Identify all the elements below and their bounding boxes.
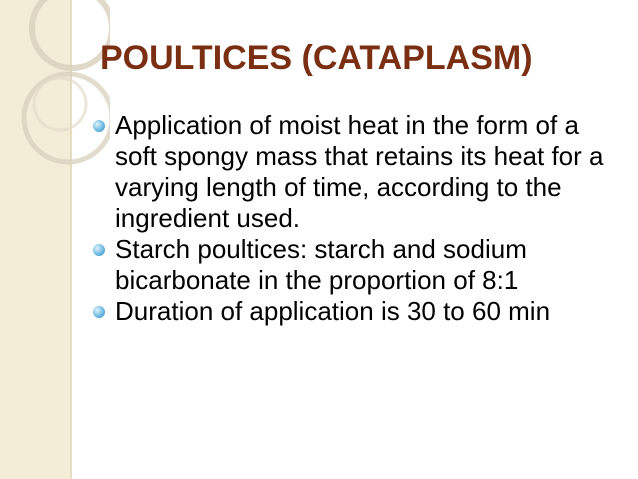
circle-bullet-icon	[93, 244, 105, 256]
bullet-text: Starch poultices: starch and sodium bicarbonate in the proportion of 8:1	[115, 234, 527, 295]
circle-bullet-icon	[93, 306, 105, 318]
circle-bullet-icon	[93, 120, 105, 132]
bullet-item	[90, 110, 620, 234]
bullet-list	[90, 110, 620, 327]
slide-title: POULTICES (CATAPLASM)	[100, 39, 533, 77]
bullet-text: Application of moist heat in the form of a soft spongy mass that retains its heat for a varying length of time, according to the ingredient used.	[115, 110, 604, 233]
bullet-text: Duration of application is 30 to 60 min	[115, 296, 551, 326]
bullet-item	[90, 296, 620, 327]
bullet-item	[90, 234, 620, 296]
